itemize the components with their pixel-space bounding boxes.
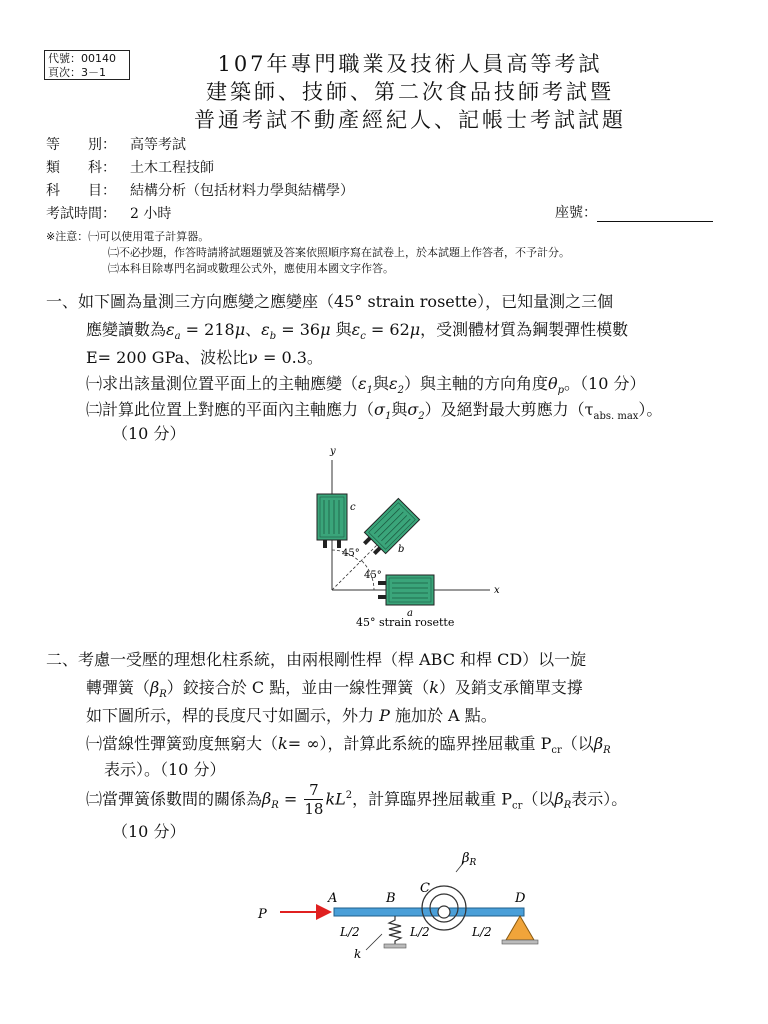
spring-k-label: k [354, 947, 362, 961]
q2-line2-b: ）鉸接合於 C 點，並由一線性彈簧（ [166, 678, 430, 697]
q2-sub-2: ㈡當彈簧係數間的關係為$\beta_R$ = $\frac{7}{18}$ $kL^2$，計算臨界挫屈載重 $P_{cr}$（以$\beta_R$表示）。 [86, 781, 628, 819]
pin-support [502, 916, 538, 944]
pcr-subscript-1: cr [551, 745, 562, 757]
meta-level [46, 134, 186, 154]
note-lead: ※注意： [46, 230, 89, 243]
q1-sub-2-score: （10 分） [112, 424, 186, 443]
q2-sub2-c: （以 [522, 789, 555, 809]
q1-sub1-a: ㈠求出該量測位置平面上的主軸應變（ [86, 374, 359, 393]
gauge-b [359, 498, 420, 559]
fraction-7-18 [304, 781, 323, 818]
q1-sub2-b: 與 [391, 400, 408, 419]
note-1 [46, 228, 209, 244]
squared: 2 [345, 790, 353, 801]
epsilon-a: $\varepsilon_a$ [166, 320, 181, 343]
q2-sub-2-score: （10 分） [112, 822, 186, 841]
q1-line-3: E= 200 GPa、波松比ν = 0.3。 [86, 348, 323, 367]
q2-sub1-b: = ∞），計算此系統的臨界挫屈載重 P [287, 734, 552, 753]
q2-line-3 [86, 702, 497, 730]
x-axis-label: x [494, 585, 500, 596]
q1-eb-value: = 36 [281, 320, 321, 339]
meta-subject-label: 科 目： [46, 183, 116, 199]
fraction-numerator: 7 [304, 781, 323, 800]
q1-sub1-d: 。（10 分） [564, 374, 646, 393]
q1-sub1-c: ）與主軸的方向角度 [403, 374, 548, 393]
p-symbol: P [379, 706, 390, 725]
exam-code-box [44, 50, 130, 80]
q2-line-1: 二、考慮一受壓的理想化柱系統，由兩根剛性桿（桿 ABC 和桿 CD）以一旋 [46, 650, 587, 669]
point-b-label: B [386, 891, 396, 906]
exam-code: 代號：00140 [48, 52, 116, 65]
mu-a: μ [234, 320, 246, 339]
length-label-ab: L/2 [340, 925, 360, 939]
point-d-label: D [515, 891, 526, 906]
meta-subject [46, 180, 354, 200]
angle-label-1: 45° [342, 548, 360, 559]
q2-sub2-b: ，計算臨界挫屈載重 P [352, 789, 513, 809]
mu-b: μ [320, 320, 331, 339]
q1-sub2-a: ㈡計算此位置上對應的平面內主軸應力（ [86, 400, 375, 419]
k-leader [366, 934, 382, 950]
meta-category-value: 土木工程技師 [130, 160, 214, 176]
meta-time-label: 考試時間： [46, 206, 116, 222]
gauge-a-label: a [407, 608, 413, 619]
mu-c: μ [409, 320, 421, 339]
meta-category [46, 157, 214, 177]
beta-r-1: $\beta_R$ [150, 678, 167, 701]
epsilon-c: $\varepsilon_c$ [351, 320, 366, 343]
epsilon-1: $\varepsilon_1$ [358, 374, 373, 397]
force-label-p: P [258, 907, 267, 922]
meta-subject-value: 結構分析（包括材料力學與結構學） [130, 183, 354, 199]
seat-number [555, 202, 713, 222]
meta-level-value: 高等考試 [130, 137, 186, 153]
q1-ec-value: = 62 [370, 320, 410, 339]
fraction-denominator: 18 [304, 800, 324, 819]
q2-line2-a: 轉彈簧（ [86, 678, 151, 697]
length-label-cd: L/2 [472, 925, 492, 939]
q1-line-1: 一、如下圖為量測三方向應變之應變座（45° strain rosette），已知量測之三個 [46, 292, 614, 311]
meta-time-value: 2 小時 [130, 206, 172, 222]
rigid-bar [334, 908, 524, 916]
point-c-label: C [420, 881, 430, 896]
q1-and: 與 [335, 320, 352, 339]
theta-p: $\theta_p$ [547, 374, 565, 397]
y-axis-label: y [330, 446, 336, 457]
beta-r-label: $\beta_R$ [462, 851, 477, 868]
beta-r-4: $\beta_R$ [554, 789, 572, 812]
meta-category-label: 類 科： [46, 160, 116, 176]
title-line-3: 普通考試不動產經紀人、記帳士考試試題 [194, 108, 626, 132]
meta-level-label: 等 別： [46, 137, 116, 153]
q2-line3-a: 如下圖所示，桿的長度尺寸如圖示，外力 [86, 706, 375, 725]
q1-line-2: 應變讀數為$\varepsilon_a = 218\mu$、$\varepsilon_b = 36\mu$ 與$\varepsilon_c = 62\mu$，受測體材質為鋼製彈性模數 [86, 320, 629, 343]
note-1-text: ㈠可以使用電子計算器。 [88, 230, 210, 243]
q1-line2-lead: 應變讀數為 [86, 320, 167, 339]
beta-r-3: $\beta_R$ [262, 789, 279, 812]
meta-time [46, 203, 171, 223]
angle-label-2: 45° [364, 570, 382, 581]
linear-spring [384, 916, 406, 948]
q1-sub2-c: ）及絕對最大剪應力（τ [424, 400, 594, 419]
note-2: ㈡不必抄題，作答時請將試題題號及答案依照順序寫在試卷上，於本試題上作答者，不予計分。 [108, 246, 570, 259]
q1-sub2-d: ）。 [638, 400, 663, 419]
q2-sub2-a: ㈡當彈簧係數間的關係為 [86, 789, 263, 809]
column-system-figure [250, 850, 550, 965]
q2-line3-b: 施加於 A 點。 [394, 706, 497, 725]
title-line-1: 107年專門職業及技術人員高等考試 [217, 52, 603, 76]
q2-sub1-a: ㈠當線性彈簧勁度無窮大（ [86, 734, 279, 753]
gauge-a [378, 575, 434, 605]
q2-line2-c: ）及銷支承簡單支撐 [438, 678, 583, 697]
figure-1-caption: 45° strain rosette [356, 616, 455, 629]
kl2-term: kL [325, 789, 346, 809]
page-number: 頁次：3－1 [48, 66, 106, 79]
q1-ea-value: = 218 [185, 320, 235, 339]
q1-sub1-b: 與 [372, 374, 389, 393]
gauge-b-label: b [398, 544, 405, 555]
q2-sub-1-tail: 表示）。（10 分） [104, 760, 226, 779]
point-a-label: A [328, 891, 338, 906]
gauge-c-label: c [350, 502, 356, 513]
strain-rosette-figure [300, 440, 520, 630]
k-symbol-1: k [429, 678, 439, 697]
q1-tau-subscript: abs. max [593, 411, 639, 423]
seat-blank-line [597, 207, 713, 222]
gauge-c [317, 494, 347, 548]
length-label-bc: L/2 [410, 925, 430, 939]
pcr-subscript-2: cr [512, 800, 523, 812]
title-line-2: 建築師、技師、第二次食品技師考試暨 [206, 80, 614, 104]
epsilon-2: $\varepsilon_2$ [389, 374, 404, 397]
note-3: ㈢本科目除專門名詞或數理公式外，應使用本國文字作答。 [108, 262, 394, 275]
q1-line2-tail: ，受測體材質為鋼製彈性模數 [420, 320, 629, 339]
q2-sub2-d: 表示）。 [571, 789, 628, 809]
sigma-2: $\sigma_2$ [407, 400, 425, 423]
sigma-1: $\sigma_1$ [374, 400, 392, 423]
q2-sub1-c: （以 [561, 734, 594, 753]
epsilon-b: $\varepsilon_b$ [261, 320, 277, 343]
seat-label: 座號： [555, 205, 597, 221]
beta-r-2: $\beta_R$ [593, 734, 611, 757]
k-symbol-2: k [278, 734, 288, 753]
